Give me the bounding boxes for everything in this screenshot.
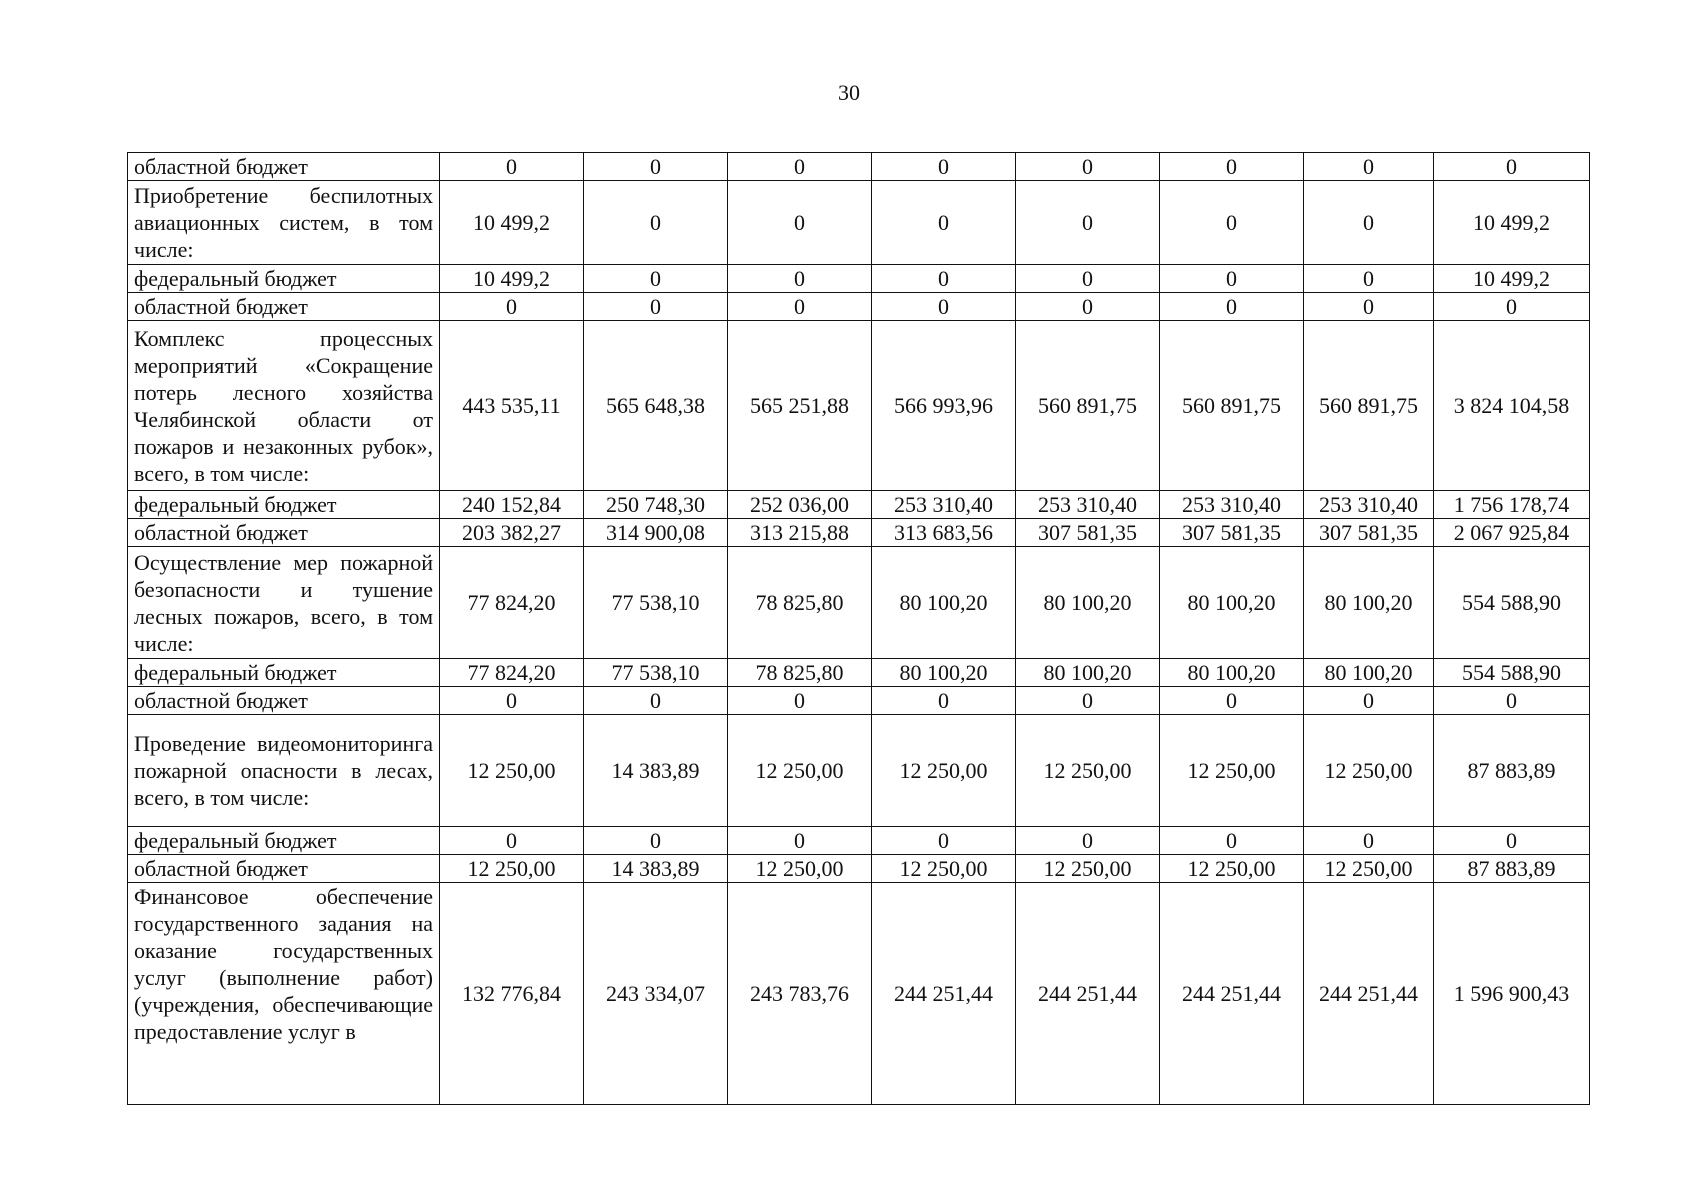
value-cell: 307 581,35 (1016, 519, 1160, 547)
value-cell: 250 748,30 (584, 491, 728, 519)
value-cell: 12 250,00 (1016, 855, 1160, 883)
value-cell: 253 310,40 (1304, 491, 1434, 519)
row-label: областной бюджет (128, 519, 440, 547)
value-cell: 0 (1016, 293, 1160, 321)
value-cell: 12 250,00 (728, 715, 872, 827)
value-cell: 253 310,40 (1016, 491, 1160, 519)
value-cell: 0 (584, 153, 728, 181)
value-cell: 80 100,20 (1304, 659, 1434, 687)
value-cell: 443 535,11 (440, 321, 584, 491)
value-cell: 253 310,40 (1160, 491, 1304, 519)
value-cell: 0 (1304, 265, 1434, 293)
value-cell: 560 891,75 (1016, 321, 1160, 491)
budget-subrow (128, 855, 1590, 883)
value-cell: 77 824,20 (440, 659, 584, 687)
value-cell: 0 (1016, 687, 1160, 715)
total-cell: 0 (1434, 687, 1590, 715)
total-cell: 1 596 900,43 (1434, 883, 1590, 1105)
value-cell: 244 251,44 (1304, 883, 1434, 1105)
value-cell: 0 (1160, 827, 1304, 855)
row-label: областной бюджет (128, 153, 440, 181)
value-cell: 0 (584, 687, 728, 715)
value-cell: 243 783,76 (728, 883, 872, 1105)
value-cell: 80 100,20 (1304, 547, 1434, 659)
value-cell: 0 (872, 687, 1016, 715)
value-cell: 244 251,44 (1016, 883, 1160, 1105)
value-cell: 77 824,20 (440, 547, 584, 659)
budget-item-row (128, 547, 1590, 659)
total-cell: 554 588,90 (1434, 659, 1590, 687)
value-cell: 12 250,00 (1160, 855, 1304, 883)
value-cell: 560 891,75 (1304, 321, 1434, 491)
value-cell: 14 383,89 (584, 715, 728, 827)
value-cell: 0 (1160, 153, 1304, 181)
value-cell: 80 100,20 (872, 659, 1016, 687)
value-cell: 12 250,00 (1160, 715, 1304, 827)
row-label-text: Финансовое обеспечение государственного задания на оказание государственных услуг (выполнение работ) (учреждения, обеспечивающие предоставление услуг в (134, 884, 433, 1044)
value-cell: 565 251,88 (728, 321, 872, 491)
total-cell: 10 499,2 (1434, 181, 1590, 265)
value-cell: 12 250,00 (1016, 715, 1160, 827)
row-label: областной бюджет (128, 687, 440, 715)
budget-subrow (128, 519, 1590, 547)
budget-item-row (128, 321, 1590, 491)
total-cell: 3 824 104,58 (1434, 321, 1590, 491)
value-cell: 80 100,20 (1016, 547, 1160, 659)
value-cell: 0 (440, 687, 584, 715)
row-label: областной бюджет (128, 855, 440, 883)
value-cell: 0 (728, 181, 872, 265)
row-label (128, 883, 440, 1105)
value-cell: 253 310,40 (872, 491, 1016, 519)
budget-subrow (128, 659, 1590, 687)
value-cell: 0 (440, 153, 584, 181)
budget-subrow (128, 687, 1590, 715)
value-cell: 12 250,00 (440, 715, 584, 827)
value-cell: 0 (1016, 153, 1160, 181)
value-cell: 132 776,84 (440, 883, 584, 1105)
value-cell: 0 (1160, 687, 1304, 715)
value-cell: 14 383,89 (584, 855, 728, 883)
total-cell: 87 883,89 (1434, 715, 1590, 827)
budget-item-row (128, 715, 1590, 827)
total-cell: 0 (1434, 153, 1590, 181)
row-label: Комплекс процессных мероприятий «Сокращение потерь лесного хозяйства Челябинской области от пожаров и незаконных рубок», всего, в том числе: (128, 321, 440, 491)
budget-item-row (128, 883, 1590, 1105)
value-cell: 0 (872, 293, 1016, 321)
value-cell: 0 (872, 181, 1016, 265)
value-cell: 10 499,2 (440, 265, 584, 293)
row-label: федеральный бюджет (128, 827, 440, 855)
value-cell: 244 251,44 (1160, 883, 1304, 1105)
value-cell: 12 250,00 (1304, 715, 1434, 827)
budget-subrow (128, 827, 1590, 855)
value-cell: 244 251,44 (872, 883, 1016, 1105)
budget-subrow (128, 491, 1590, 519)
value-cell: 80 100,20 (872, 547, 1016, 659)
value-cell: 314 900,08 (584, 519, 728, 547)
budget-subrow (128, 265, 1590, 293)
value-cell: 243 334,07 (584, 883, 728, 1105)
value-cell: 12 250,00 (728, 855, 872, 883)
value-cell: 307 581,35 (1160, 519, 1304, 547)
value-cell: 0 (1304, 181, 1434, 265)
value-cell: 313 683,56 (872, 519, 1016, 547)
row-label: Проведение видеомониторинга пожарной опасности в лесах, всего, в том числе: (128, 715, 440, 827)
budget-subrow (128, 153, 1590, 181)
value-cell: 12 250,00 (872, 855, 1016, 883)
value-cell: 0 (1160, 181, 1304, 265)
value-cell: 0 (1016, 181, 1160, 265)
row-label: областной бюджет (128, 293, 440, 321)
total-cell: 554 588,90 (1434, 547, 1590, 659)
value-cell: 240 152,84 (440, 491, 584, 519)
value-cell: 203 382,27 (440, 519, 584, 547)
row-label: Осуществление мер пожарной безопасности и тушение лесных пожаров, всего, в том числе: (128, 547, 440, 659)
page-number: 30 (838, 80, 860, 105)
value-cell: 0 (584, 827, 728, 855)
value-cell: 0 (1160, 265, 1304, 293)
value-cell: 0 (440, 827, 584, 855)
total-cell: 2 067 925,84 (1434, 519, 1590, 547)
total-cell: 0 (1434, 827, 1590, 855)
value-cell: 0 (872, 153, 1016, 181)
value-cell: 0 (584, 265, 728, 293)
budget-item-row (128, 181, 1590, 265)
row-label: федеральный бюджет (128, 659, 440, 687)
value-cell: 0 (584, 181, 728, 265)
value-cell: 0 (1304, 687, 1434, 715)
value-cell: 0 (1304, 153, 1434, 181)
value-cell: 0 (728, 687, 872, 715)
value-cell: 0 (1304, 827, 1434, 855)
value-cell: 77 538,10 (584, 659, 728, 687)
value-cell: 0 (728, 293, 872, 321)
total-cell: 1 756 178,74 (1434, 491, 1590, 519)
value-cell: 80 100,20 (1160, 547, 1304, 659)
value-cell: 0 (728, 153, 872, 181)
value-cell: 0 (1016, 827, 1160, 855)
value-cell: 78 825,80 (728, 547, 872, 659)
value-cell: 78 825,80 (728, 659, 872, 687)
value-cell: 252 036,00 (728, 491, 872, 519)
value-cell: 0 (584, 293, 728, 321)
total-cell: 0 (1434, 293, 1590, 321)
value-cell: 80 100,20 (1016, 659, 1160, 687)
budget-subrow (128, 293, 1590, 321)
budget-table (127, 152, 1590, 1105)
value-cell: 0 (872, 265, 1016, 293)
value-cell: 0 (728, 265, 872, 293)
value-cell: 307 581,35 (1304, 519, 1434, 547)
value-cell: 0 (728, 827, 872, 855)
value-cell: 313 215,88 (728, 519, 872, 547)
value-cell: 0 (440, 293, 584, 321)
value-cell: 12 250,00 (1304, 855, 1434, 883)
row-label: Приобретение беспилотных авиационных систем, в том числе: (128, 181, 440, 265)
value-cell: 0 (1160, 293, 1304, 321)
value-cell: 560 891,75 (1160, 321, 1304, 491)
row-label: федеральный бюджет (128, 491, 440, 519)
value-cell: 565 648,38 (584, 321, 728, 491)
value-cell: 0 (872, 827, 1016, 855)
total-cell: 87 883,89 (1434, 855, 1590, 883)
value-cell: 566 993,96 (872, 321, 1016, 491)
row-label: федеральный бюджет (128, 265, 440, 293)
value-cell: 0 (1304, 293, 1434, 321)
total-cell: 10 499,2 (1434, 265, 1590, 293)
value-cell: 77 538,10 (584, 547, 728, 659)
value-cell: 12 250,00 (440, 855, 584, 883)
value-cell: 0 (1016, 265, 1160, 293)
value-cell: 12 250,00 (872, 715, 1016, 827)
value-cell: 80 100,20 (1160, 659, 1304, 687)
value-cell: 10 499,2 (440, 181, 584, 265)
